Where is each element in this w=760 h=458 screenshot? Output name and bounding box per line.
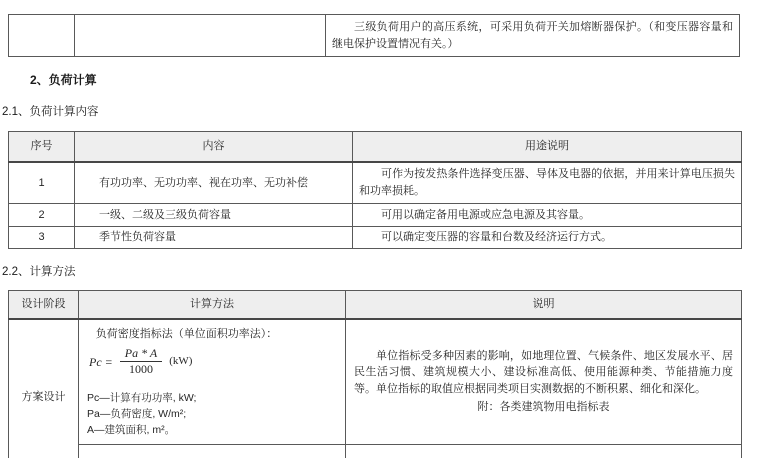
table-row-cutoff <box>9 445 742 458</box>
load-calc-content-table <box>8 131 742 249</box>
row-usage: 可作为按发热条件选择变压器、导体及电器的依据，并用来计算电压损失和功率损耗。 <box>353 162 742 204</box>
continuation-cell-note: 三级负荷用户的高压系统，可采用负荷开关加熔断器保护。（和变压器容量和继电保护设置情况有关。） <box>326 15 740 57</box>
formula <box>89 346 337 377</box>
table-row <box>9 227 742 249</box>
empty-cell <box>346 445 742 458</box>
row-content: 季节性负荷容量 <box>75 227 353 249</box>
column-header-method: 计算方法 <box>79 291 346 319</box>
description-cell <box>346 319 742 445</box>
row-index: 1 <box>9 162 75 204</box>
continuation-table <box>8 14 740 57</box>
table-row <box>9 319 742 445</box>
table-row <box>9 162 742 204</box>
table-row <box>9 15 740 57</box>
table-header-row <box>9 291 742 319</box>
formula-numerator: Pa * A <box>120 346 162 362</box>
row-content: 有功功率、无功功率、视在功率、无功补偿 <box>75 162 353 204</box>
row-index: 2 <box>9 204 75 227</box>
formula-denominator: 1000 <box>128 362 153 376</box>
description-attachment: 附：各类建筑物用电指标表 <box>477 401 610 414</box>
formula-legend-pc: Pc—计算有功功率, kW; <box>87 392 197 404</box>
column-header-description: 说明 <box>346 291 742 319</box>
stage-cell: 方案设计 <box>9 319 79 458</box>
description-text: 单位指标受多种因素的影响，如地理位置、气候条件、地区发展水平、居民生活习惯、建筑规模大小、建设标准高低、使用能源种类、节能措施力度等。单位指标的取值应根据同类项目实测数据的不断积累、细化和深化。 <box>354 349 733 395</box>
formula-legend-pa: Pa—负荷密度, W/m²; <box>87 407 187 420</box>
continuation-cell-empty-2 <box>75 15 326 57</box>
column-header-usage: 用途说明 <box>353 132 742 162</box>
subsection-heading-2-1: 2.1、负荷计算内容 <box>2 106 99 118</box>
column-header-content: 内容 <box>75 132 353 162</box>
method-title: 负荷密度指标法（单位面积功率法）： <box>95 327 278 340</box>
row-content: 一级、二级及三级负荷容量 <box>75 204 353 227</box>
formula-fraction <box>120 346 162 377</box>
column-header-stage: 设计阶段 <box>9 291 79 319</box>
empty-cell <box>79 445 346 458</box>
method-cell <box>79 319 346 445</box>
continuation-cell-empty-1 <box>9 15 75 57</box>
table-row <box>9 204 742 227</box>
subsection-heading-2-2: 2.2、计算方法 <box>2 266 76 278</box>
row-usage: 可用以确定备用电源或应急电源及其容量。 <box>353 204 742 227</box>
row-index: 3 <box>9 227 75 249</box>
table-header-row <box>9 132 742 162</box>
formula-legend-a: A—建筑面积, m²。 <box>87 423 176 436</box>
column-header-index: 序号 <box>9 132 75 162</box>
formula-lhs: Pc = <box>89 354 113 369</box>
formula-unit: (kW) <box>169 355 193 368</box>
section-heading: 2、负荷计算 <box>30 73 97 87</box>
row-usage: 可以确定变压器的容量和台数及经济运行方式。 <box>353 227 742 249</box>
calc-method-table <box>8 290 742 458</box>
